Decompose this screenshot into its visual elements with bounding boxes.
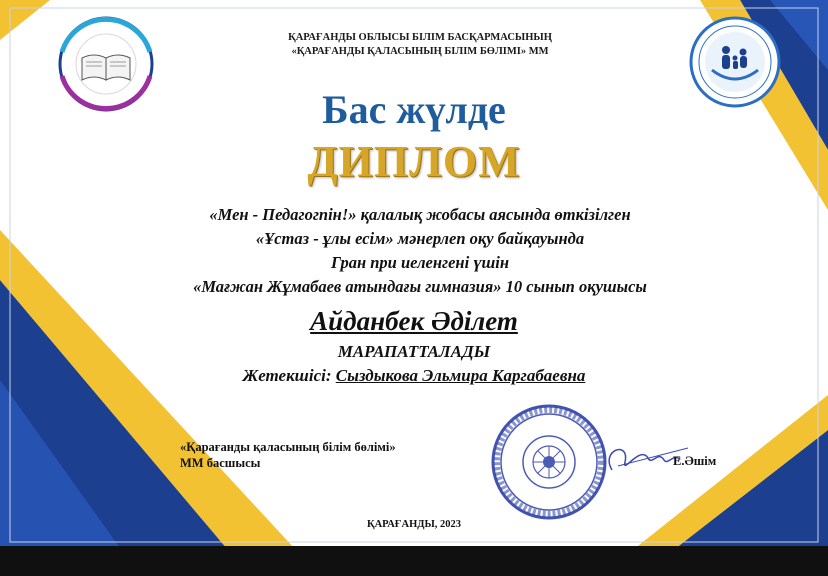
department-line-2: ММ басшысы <box>180 456 261 470</box>
body-line-4: «Мағжан Жұмабаев атындағы гимназия» 10 сынып оқушысы <box>193 277 647 296</box>
signatory-name: Е.Әшім <box>673 454 717 468</box>
mentor-name: Сыздыкова Эльмира Каргабаевна <box>335 366 586 385</box>
bottom-strip <box>0 546 828 576</box>
body-line-1: «Мен - Педагогпін!» қалалық жобасы аясында өткізілген <box>209 205 631 224</box>
header-line-2: «ҚАРАҒАНДЫ ҚАЛАСЫНЫҢ БІЛІМ БӨЛІМІ» ММ <box>291 46 549 57</box>
body-line-2: «Ұстаз - ұлы есім» мәнерлеп оқу байқауында <box>255 229 585 248</box>
city-year: ҚАРАҒАНДЫ, 2023 <box>366 519 462 530</box>
department-line-1: «Қарағанды қаласының білім бөлімі» <box>180 440 396 454</box>
open-book-icon <box>82 55 130 80</box>
recipient-name: Айданбек Әділет <box>310 306 518 336</box>
header-line-1: ҚАРАҒАНДЫ ОБЛЫСЫ БІЛІМ БАСҚАРМАСЫНЫҢ <box>288 32 552 43</box>
title-grand-prize: Бас жүлде <box>322 87 506 132</box>
title-diploma: ДИПЛОМ <box>307 137 521 186</box>
awarded-text: МАРАПАТТАЛАДЫ <box>337 342 491 361</box>
emblem-icon <box>533 446 565 478</box>
mentor-label: Жетекшісі: <box>242 366 332 385</box>
body-line-3: Гран при иеленгені үшін <box>330 253 510 272</box>
mentor-line <box>0 366 828 386</box>
